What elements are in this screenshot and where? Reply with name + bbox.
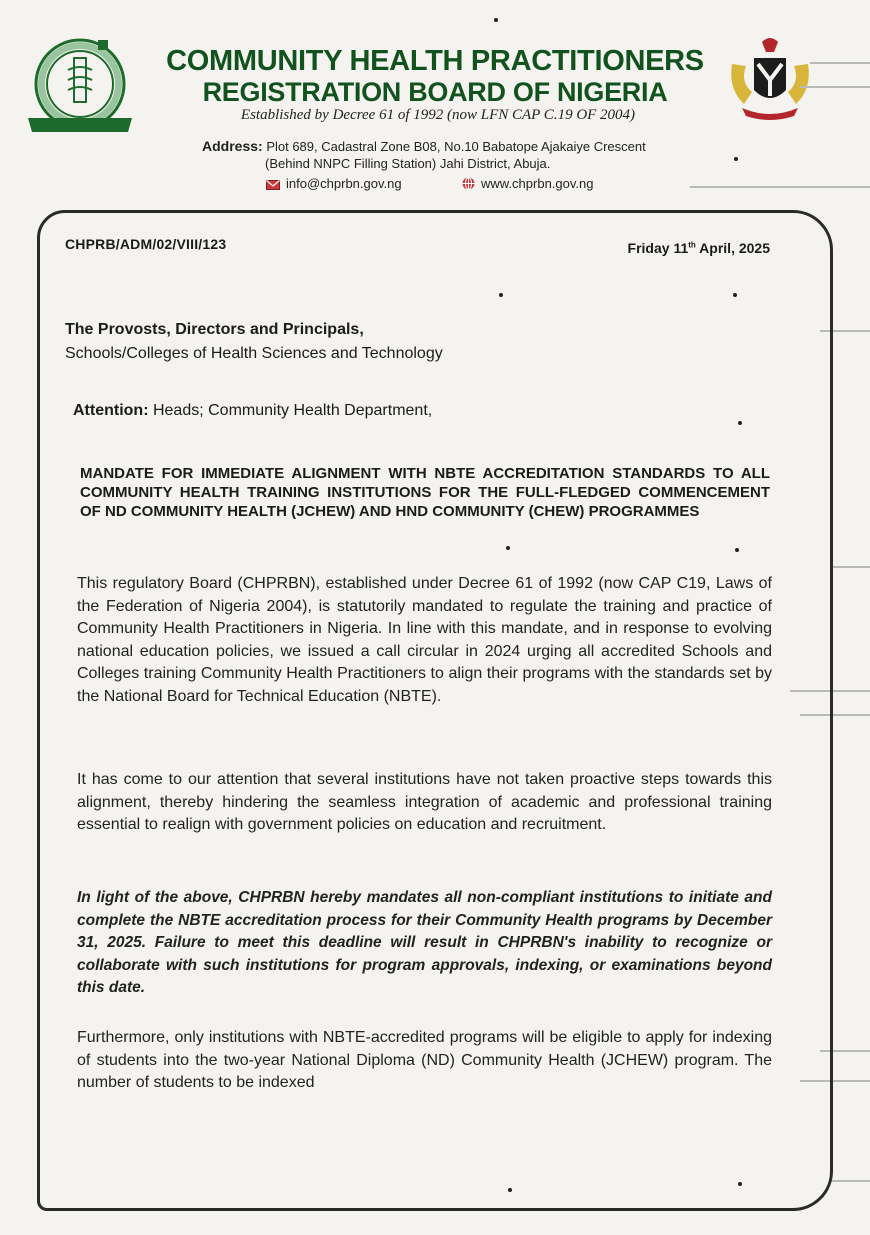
address-label: Address: <box>202 138 263 154</box>
paragraph-indexing: Furthermore, only institutions with NBTE-accredited programs will be eligible to apply for indexing of students into the two-year National Diploma (ND) Community Health (JCHEW) program. The number of students to be indexed <box>77 1029 772 1091</box>
date-ordinal: th <box>688 240 696 250</box>
email-text: info@chprbn.gov.ng <box>286 176 402 191</box>
attention-text: Heads; Community Health Department, <box>148 402 433 419</box>
website-contact[interactable] <box>462 176 594 191</box>
reference-number: CHPRB/ADM/02/VIII/123 <box>65 236 227 252</box>
established-note: Established by Decree 61 of 1992 (now LFN CAP C.19 OF 2004) <box>240 107 636 123</box>
attention-line <box>73 402 432 420</box>
email-contact[interactable] <box>266 176 402 191</box>
scan-streak <box>810 62 870 64</box>
organization-name <box>148 46 722 108</box>
recipient-line1: The Provosts, Directors and Principals, <box>65 321 364 338</box>
organization-name-line2: REGISTRATION BOARD OF NIGERIA <box>202 77 668 107</box>
scan-streak <box>830 1180 870 1182</box>
letter-subject: MANDATE FOR IMMEDIATE ALIGNMENT WITH NBTE ACCREDITATION STANDARDS TO ALL COMMUNITY HEALTH TRAINING INSTITUTIONS FOR THE FULL-FLEDGED COMMENCEMENT OF ND COMMUNITY HEALTH (JCHEW) AND HND COMMUNITY (CHEW) PROGRAMMES <box>80 465 770 520</box>
paragraph-deadline: In light of the above, CHPRBN hereby mandates all non-compliant institutions to initiate and complete the NBTE accreditation process for their Community Health programs by December 31, 2025. Failure to meet this deadline will result in CHPRBN's inability to recognize or collaborate with such institutions for program approvals, indexing, or examinations beyond this date. <box>77 889 772 996</box>
paragraph-mandate: This regulatory Board (CHPRBN), established under Decree 61 of 1992 (now CAP C19, Laws of the Federation of Nigeria 2004), is statutorily mandated to regulate the training and practice of Community Health Practitioners in Nigeria. In line with this mandate, and in response to evolving national education policies, we issued a call circular in 2024 urging all accredited Schools and Colleges training Community Health Practitioners to align their programs with the standards set by the National Board for Technical Education (NBTE). <box>77 575 772 705</box>
scan-dot <box>734 157 738 161</box>
coat-of-arms <box>722 34 818 124</box>
globe-icon <box>462 177 475 190</box>
date-day: Friday 11 <box>627 240 689 256</box>
scan-streak <box>830 566 870 568</box>
organization-name-line1: COMMUNITY HEALTH PRACTITIONERS <box>166 45 704 77</box>
recipient-line2: Schools/Colleges of Health Sciences and Technology <box>65 345 443 362</box>
scan-streak <box>690 186 870 188</box>
date-month-year: April, 2025 <box>695 240 770 256</box>
address-line1: Plot 689, Cadastral Zone B08, No.10 Babatope Ajakaiye Crescent <box>266 139 646 154</box>
scan-dot <box>494 18 498 22</box>
website-text: www.chprbn.gov.ng <box>481 176 594 191</box>
recipient-block <box>65 318 443 366</box>
address-block <box>202 138 682 172</box>
contact-line <box>266 176 686 191</box>
envelope-icon <box>266 180 280 190</box>
board-logo <box>22 34 144 140</box>
scan-streak <box>800 86 870 88</box>
address-line2: (Behind NNPC Filling Station) Jahi District, Abuja. <box>265 156 551 171</box>
attention-label: Attention: <box>73 402 149 419</box>
paragraph-attention: It has come to our attention that several institutions have not taken proactive steps towards this alignment, thereby hindering the seamless integration of academic and professional training essential to realign with government policies on education and recruitment. <box>77 771 772 833</box>
letter-date <box>628 240 770 256</box>
